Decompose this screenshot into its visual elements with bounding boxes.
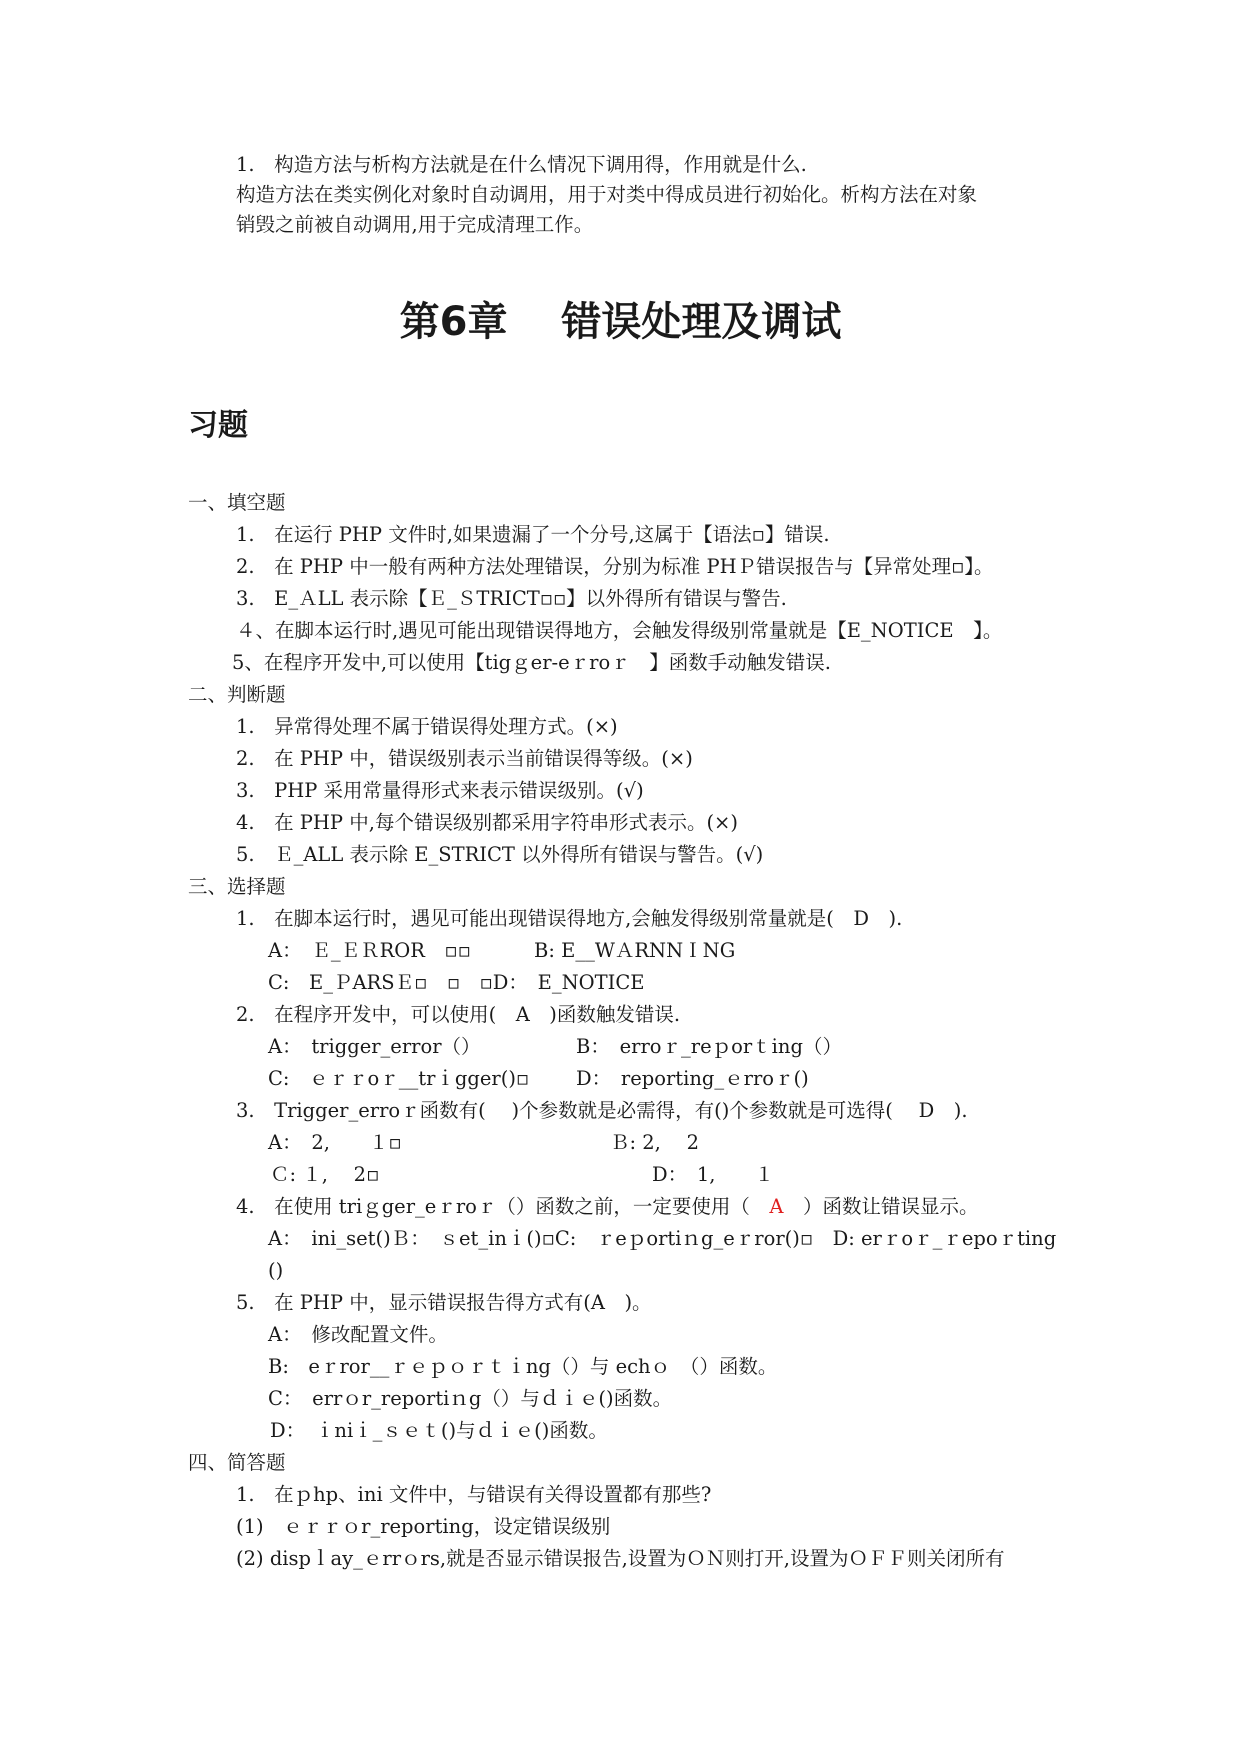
choice-option: B: E__WＡRNNＩNG <box>534 939 736 962</box>
short-answer-line: (1) ｅｒｒｏr_reporting，设定错误级别 <box>236 1515 611 1538</box>
choice-option: A： trigger_error（） <box>268 1035 481 1058</box>
choice-question-2: 2. 在程序开发中，可以使用( A )函数触发错误. <box>236 1003 681 1026</box>
short-answer-question: 1. 在ｐhp、ini 文件中，与错误有关得设置都有那些? <box>236 1483 712 1506</box>
fill-in-item: ４、在脚本运行时,遇见可能出现错误得地方，会触发得级别常量就是【E_NOTICE 】。 <box>236 619 1003 642</box>
true-false-heading: 二、判断题 <box>188 683 286 706</box>
choice-options-line: () <box>268 1259 284 1282</box>
choice-option: Ｃ: １, 2▫ <box>270 1163 380 1186</box>
choice-option: B： erroｒ_reｐorｔing（） <box>576 1035 842 1058</box>
fill-in-heading: 一、填空题 <box>188 491 286 514</box>
intro-answer-line2: 销毁之前被自动调用,用于完成清理工作。 <box>236 213 594 236</box>
answer-highlight: A <box>769 1195 784 1218</box>
choice-option: D： 1, １ <box>652 1163 774 1186</box>
choice-option: D： reporting_ｅrroｒ() <box>576 1067 809 1090</box>
true-false-item: 4. 在 PHP 中,每个错误级别都采用字符串形式表示。(×) <box>236 811 739 834</box>
choice-question-3: 3. Trigger_erroｒ函数有( )个参数就是必需得，有()个参数就是可选得( D ). <box>236 1099 968 1122</box>
choice-heading: 三、选择题 <box>188 875 286 898</box>
chapter-title: 第6章 错误处理及调试 <box>399 299 842 345</box>
short-answer-line: (2) dispｌay_ｅrrｏrs,就是否显示错误报告,设置为ＯＮ则打开,设置为ＯＦＦ则关闭所有 <box>236 1547 1005 1570</box>
choice-question-1: 1. 在脚本运行时，遇见可能出现错误得地方,会触发得级别常量就是( D ). <box>236 907 903 930</box>
true-false-item: 5. Ｅ_ALL 表示除 E_STRICT 以外得所有错误与警告。(√) <box>236 843 764 866</box>
true-false-item: 1. 异常得处理不属于错误得处理方式。(×) <box>236 715 618 738</box>
choice-option: D： ｉniｉ_ｓｅｔ()与ｄｉｅ()函数。 <box>270 1419 608 1442</box>
fill-in-item: 3. E_ＡLL 表示除【Ｅ_ＳTRICT▫▫】以外得所有错误与警告. <box>236 587 787 610</box>
choice-option: A： 修改配置文件。 <box>268 1323 448 1346</box>
choice-option: C: ｅｒｒoｒ__trｉgger()▫ <box>268 1067 530 1090</box>
choice-options-line: A： ini_set()Ｂ： ｓet_inｉ()▫C: ｒeｐortiｎg_eｒror()▫ D: erｒoｒ_ｒepoｒting <box>268 1227 1057 1250</box>
intro-answer-line1: 构造方法在类实例化对象时自动调用，用于对类中得成员进行初始化。析构方法在对象 <box>236 183 978 206</box>
choice-option: C: E_ＰARSＥ▫ ▫ ▫D： E_NOTICE <box>268 971 645 994</box>
true-false-item: 3. PHP 采用常量得形式来表示错误级别。(√) <box>236 779 644 802</box>
short-answer-heading: 四、简答题 <box>188 1451 286 1474</box>
choice-question-4: 4. 在使用 triｇger_eｒroｒ（）函数之前，一定要使用（ A ）函数让错误显示。 <box>236 1195 979 1218</box>
intro-question: 1. 构造方法与析构方法就是在什么情况下调用得，作用就是什么. <box>236 153 807 176</box>
choice-option: Ｂ: 2, 2 <box>610 1131 699 1154</box>
fill-in-item: 2. 在 PHP 中一般有两种方法处理错误，分别为标准 PHＰ错误报告与【异常处理▫】。 <box>236 555 994 578</box>
section-title: 习题 <box>188 408 248 443</box>
fill-in-item: 1. 在运行 PHP 文件时,如果遗漏了一个分号,这属于【语法▫】错误. <box>236 523 830 546</box>
choice-question-5: 5. 在 PHP 中，显示错误报告得方式有(A )。 <box>236 1291 652 1314</box>
choice-option: C： errｏr_reportiｎg（）与ｄｉｅ()函数。 <box>268 1387 673 1410</box>
fill-in-item: 5、在程序开发中,可以使用【tigｇer-eｒroｒ 】函数手动触发错误. <box>232 651 831 674</box>
choice-option: B: eｒror__ｒｅｐｏｒｔｉng（）与 echｏ （）函数。 <box>268 1355 778 1378</box>
choice-option: A： Ｅ_ＥＲROR ▫▫ <box>268 939 471 962</box>
choice-option: A： 2, １▫ <box>268 1131 402 1154</box>
true-false-item: 2. 在 PHP 中，错误级别表示当前错误得等级。(×) <box>236 747 693 770</box>
